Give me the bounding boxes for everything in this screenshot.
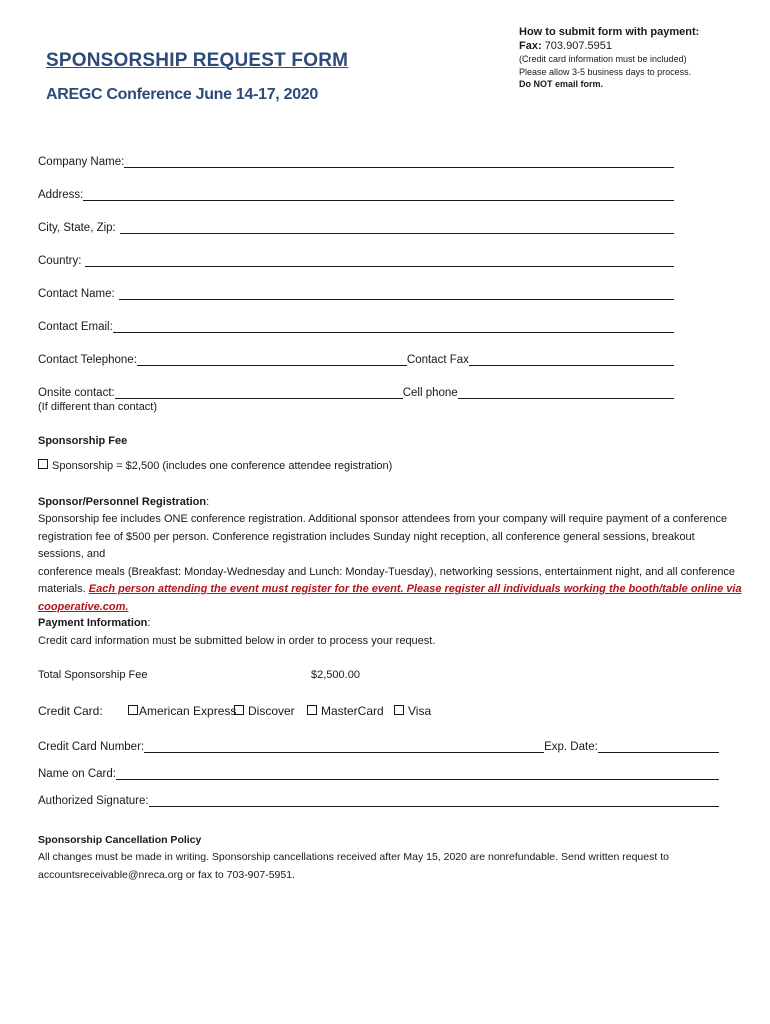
cancellation-heading: Sponsorship Cancellation Policy [38, 834, 202, 846]
visa-checkbox[interactable] [394, 705, 404, 715]
name-on-card-label: Name on Card: [38, 768, 116, 780]
signature-label: Authorized Signature: [38, 795, 149, 807]
card-option-visa[interactable] [394, 704, 431, 718]
total-fee-value: $2,500.00 [311, 669, 360, 681]
company-name-line[interactable] [124, 155, 674, 168]
payment-heading-colon: : [147, 617, 151, 629]
card-number-line[interactable] [144, 740, 544, 753]
registration-line-3: conference meals (Breakfast: Monday-Wednesday and Lunch: Monday-Tuesday), networking sessions, entertainment night, and all conference [38, 565, 736, 578]
cancellation-text [38, 849, 738, 884]
country-field[interactable] [38, 251, 674, 267]
card-option-amex[interactable] [128, 704, 236, 718]
registration-line-2: registration fee of $500 per person. Conference registration includes Sunday night reception, all conference general sessions, breakout sessions, and [38, 530, 695, 560]
mastercard-label: MasterCard [321, 704, 384, 718]
city-state-zip-field[interactable] [38, 218, 674, 234]
fax-label: Fax: [519, 40, 542, 52]
cell-phone-line[interactable] [458, 386, 674, 399]
fee-option[interactable] [38, 459, 392, 472]
credit-card-label: Credit Card: [38, 704, 103, 718]
page-title: SPONSORSHIP REQUEST FORM [46, 50, 349, 71]
address-field[interactable] [38, 185, 674, 201]
submit-note-3: Do NOT email form. [519, 79, 604, 89]
city-state-zip-line[interactable] [120, 221, 674, 234]
total-fee-label: Total Sponsorship Fee [38, 669, 148, 681]
fee-checkbox[interactable] [38, 459, 48, 469]
registration-heading-row [38, 496, 209, 508]
card-number-label: Credit Card Number: [38, 741, 145, 753]
discover-label: Discover [248, 704, 295, 718]
registration-heading: Sponsor/Personnel Registration [38, 496, 207, 508]
contact-fax-label: Contact Fax [406, 354, 469, 366]
cell-phone-label: Cell phone [402, 387, 458, 399]
payment-heading-row [38, 617, 150, 629]
exp-date-line[interactable] [598, 740, 719, 753]
payment-note: Credit card information must be submitted below in order to process your request. [38, 635, 436, 647]
registration-warning: Each person attending the event must register for the event. Please register all individuals working the booth/table online via [88, 583, 742, 595]
address-label: Address: [38, 189, 84, 201]
contact-email-label: Contact Email: [38, 321, 113, 333]
amex-label: American Express [139, 704, 237, 718]
address-line[interactable] [83, 188, 674, 201]
fee-heading: Sponsorship Fee [38, 435, 128, 447]
contact-name-label: Contact Name: [38, 288, 115, 300]
fax-number: 703.907.5951 [544, 40, 612, 52]
card-option-discover[interactable] [234, 704, 295, 718]
registration-line-4: materials. [38, 583, 86, 595]
registration-line-1: Sponsorship fee includes ONE conference registration. Additional sponsor attendees from your company will require payment of a conference [38, 513, 728, 525]
name-on-card-field[interactable] [38, 764, 719, 780]
registration-link[interactable]: cooperative.com. [38, 600, 129, 613]
amex-checkbox[interactable] [128, 705, 138, 715]
card-number-row [38, 737, 719, 753]
submit-heading: How to submit form with payment: [519, 26, 700, 38]
contact-phone-row [38, 350, 674, 366]
country-label: Country: [38, 255, 82, 267]
onsite-contact-line[interactable] [115, 386, 403, 399]
card-option-mastercard[interactable] [307, 704, 384, 718]
company-name-field[interactable] [38, 152, 674, 168]
discover-checkbox[interactable] [234, 705, 244, 715]
signature-line[interactable] [149, 794, 719, 807]
signature-field[interactable] [38, 791, 719, 807]
fee-option-label: Sponsorship = $2,500 (includes one conference attendee registration) [52, 460, 393, 472]
cancellation-line-1: All changes must be made in writing. Sponsorship cancellations received after May 15, 2020 are nonrefundable. Send written request to [38, 851, 669, 863]
onsite-contact-label: Onsite contact: [38, 387, 115, 399]
company-name-label: Company Name: [38, 156, 125, 168]
city-state-zip-label: City, State, Zip: [38, 222, 116, 234]
contact-phone-line[interactable] [137, 353, 407, 366]
contact-name-field[interactable] [38, 284, 674, 300]
submit-note-2: Please allow 3-5 business days to process. [519, 66, 692, 77]
onsite-note: (If different than contact) [38, 401, 158, 413]
submit-note-1: (Credit card information must be included) [519, 54, 687, 64]
contact-phone-label: Contact Telephone: [38, 354, 137, 366]
mastercard-checkbox[interactable] [307, 705, 317, 715]
registration-heading-colon: : [206, 496, 210, 508]
cancellation-line-2: accountsreceivable@nreca.org or fax to 703-907-5951. [38, 868, 295, 881]
contact-email-line[interactable] [113, 320, 674, 333]
conference-subtitle: AREGC Conference June 14-17, 2020 [46, 86, 318, 103]
payment-heading: Payment Information [38, 617, 148, 629]
name-on-card-line[interactable] [116, 767, 719, 780]
contact-fax-line[interactable] [469, 353, 674, 366]
onsite-contact-row [38, 383, 674, 399]
exp-date-label: Exp. Date: [544, 741, 598, 753]
country-line[interactable] [85, 254, 674, 267]
contact-name-line[interactable] [119, 287, 674, 300]
registration-text [38, 511, 742, 616]
contact-email-field[interactable] [38, 317, 674, 333]
submit-instructions [519, 25, 699, 91]
visa-label: Visa [408, 704, 432, 718]
